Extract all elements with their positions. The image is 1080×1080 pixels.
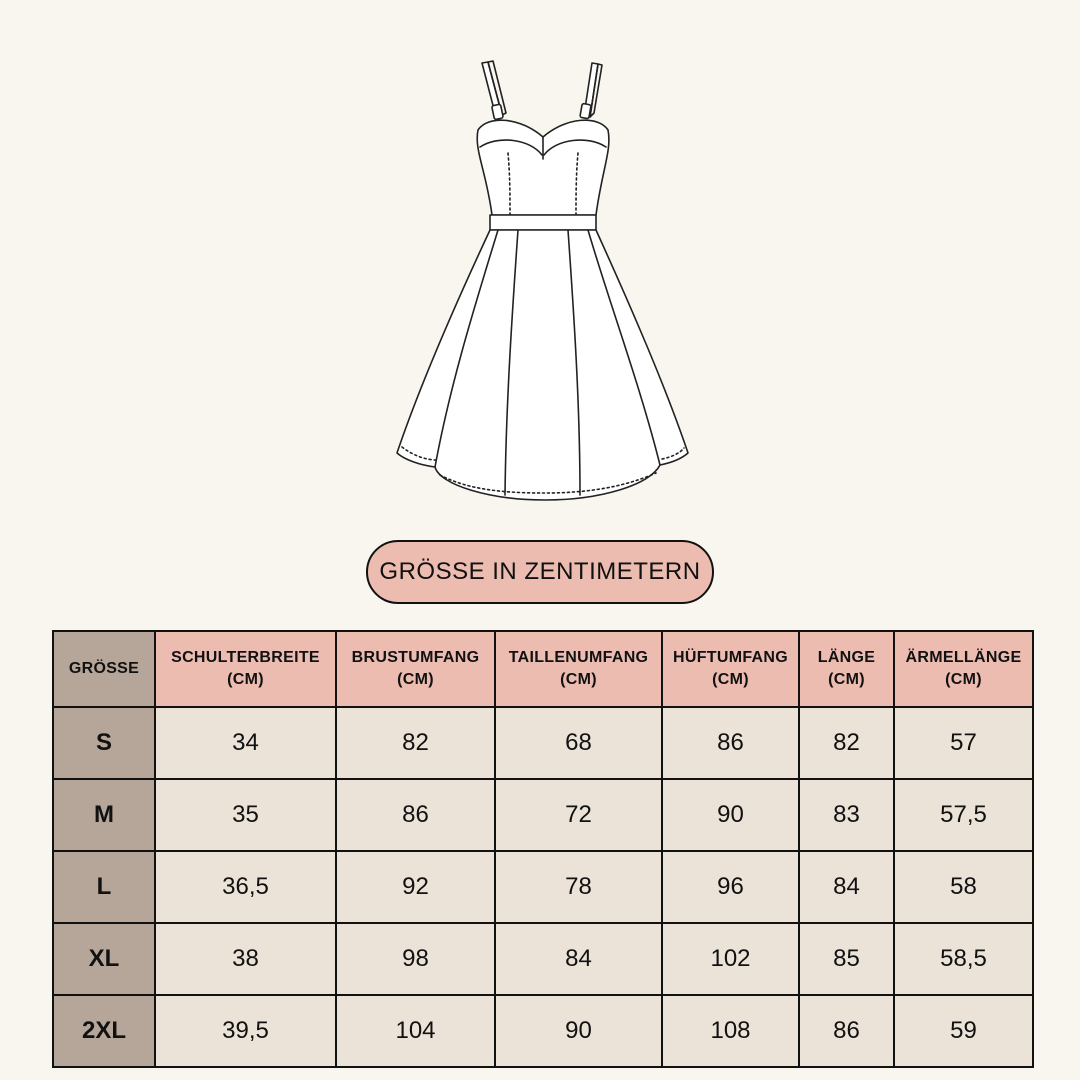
table-cell: 108 [662,995,799,1067]
table-cell: 102 [662,923,799,995]
size-column-header: GRÖSSE [53,631,155,707]
table-cell: 36,5 [155,851,336,923]
table-cell: 68 [495,707,662,779]
column-unit: (CM) [828,671,865,688]
table-cell: 78 [495,851,662,923]
header-row [53,631,1033,707]
dress-icon [380,55,710,510]
size-label: XL [53,923,155,995]
table-cell: 83 [799,779,894,851]
table-cell: 98 [336,923,495,995]
column-name: TAILLENUMFANG [508,649,649,666]
column-name: ÄRMELLÄNGE [905,649,1022,666]
table-cell: 85 [799,923,894,995]
column-name: HÜFTUMFANG [673,649,788,666]
table-cell: 96 [662,851,799,923]
table-row [53,923,1033,995]
table-cell: 86 [799,995,894,1067]
table-row [53,707,1033,779]
size-label: S [53,707,155,779]
table-cell: 90 [495,995,662,1067]
column-header [336,631,495,707]
column-name: SCHULTERBREITE [171,649,320,666]
table-cell: 59 [894,995,1033,1067]
column-name: BRUSTUMFANG [351,649,480,666]
size-label: L [53,851,155,923]
table-cell: 58,5 [894,923,1033,995]
table-cell: 72 [495,779,662,851]
table-cell: 86 [662,707,799,779]
table-cell: 57 [894,707,1033,779]
table-cell: 104 [336,995,495,1067]
column-header [662,631,799,707]
column-name: LÄNGE [817,649,876,666]
column-header [155,631,336,707]
table-cell: 35 [155,779,336,851]
table-cell: 39,5 [155,995,336,1067]
column-unit: (CM) [945,671,982,688]
page-title: GRÖSSE IN ZENTIMETERN [366,540,714,604]
size-table [52,630,1034,1068]
table-cell: 57,5 [894,779,1033,851]
table-cell: 92 [336,851,495,923]
table-cell: 86 [336,779,495,851]
table-cell: 82 [799,707,894,779]
table-cell: 38 [155,923,336,995]
size-label: M [53,779,155,851]
table-row [53,851,1033,923]
column-header [799,631,894,707]
size-label: 2XL [53,995,155,1067]
table-cell: 84 [799,851,894,923]
column-unit: (CM) [227,671,264,688]
column-header [495,631,662,707]
column-unit: (CM) [397,671,434,688]
column-unit: (CM) [712,671,749,688]
table-cell: 58 [894,851,1033,923]
table-cell: 82 [336,707,495,779]
table-cell: 90 [662,779,799,851]
table-cell: 84 [495,923,662,995]
table-row [53,779,1033,851]
column-header [894,631,1033,707]
column-unit: (CM) [560,671,597,688]
table-row [53,995,1033,1067]
table-cell: 34 [155,707,336,779]
